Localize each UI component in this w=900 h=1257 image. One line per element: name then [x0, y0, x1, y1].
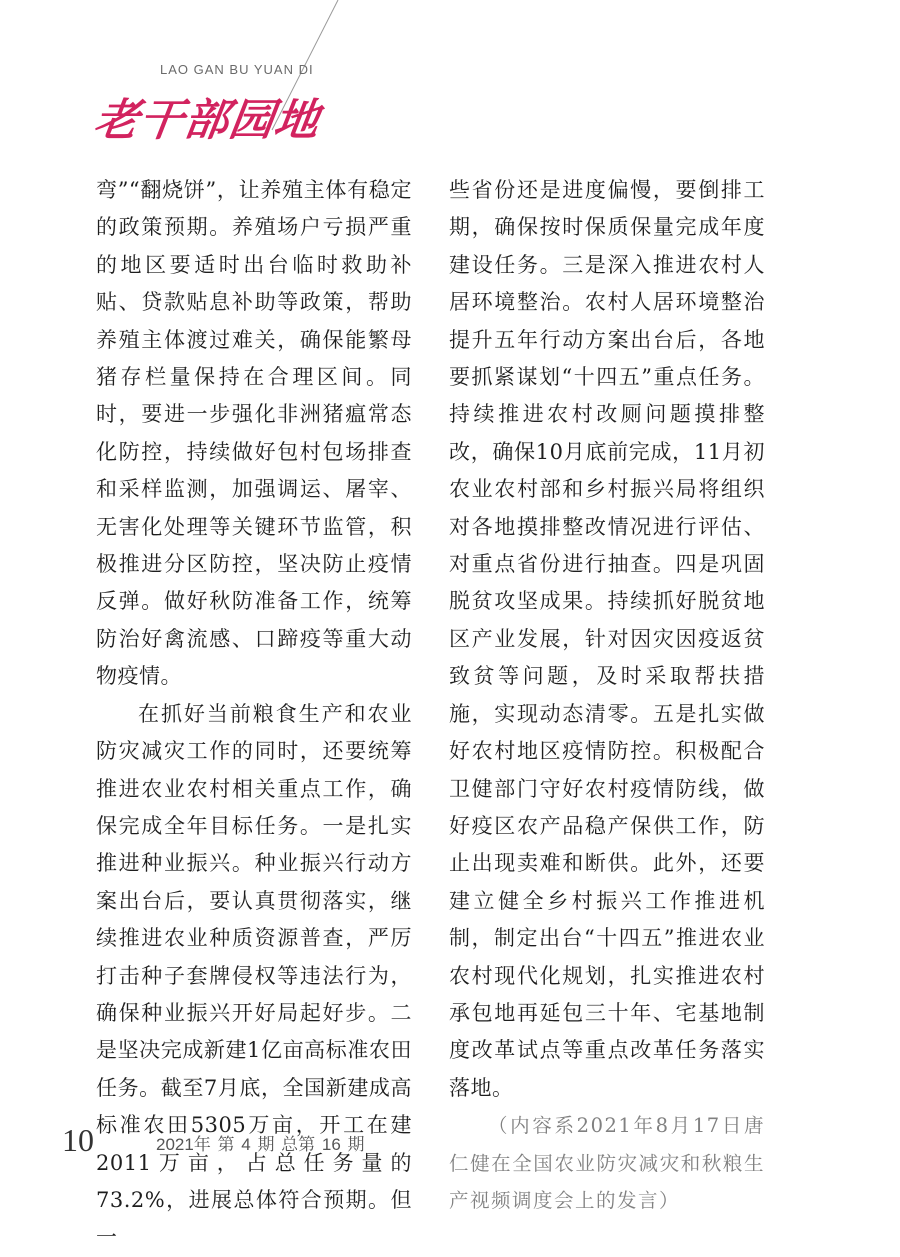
issue-info: 2021年 第 4 期 总第 16 期 [156, 1135, 365, 1154]
page-number: 10 [62, 1122, 94, 1158]
page-header [0, 0, 900, 150]
left-column [96, 172, 412, 1257]
left-paragraph-2: 在抓好当前粮食生产和农业防灾减灾工作的同时，还要统筹推进农业农村相关重点工作，确保完成全年目标任务。一是扎实推进种业振兴。种业振兴行动方案出台后，要认真贯彻落实，继续推进农业种质资源普查，严厉打击种子套牌侵权等违法行为，确保种业振兴开好局起好步。二是坚决完成新建1亿亩高标准农田任务。截至7月底，全国新建成高标准农田5305万亩，开工在建2011万亩，占总任务量的73.2%，进展总体符合预期。但一 [96, 701, 412, 1250]
magazine-section-pinyin: LAO GAN BU YUAN DI [160, 62, 314, 77]
left-paragraph-1: 弯”“翻烧饼”，让养殖主体有稳定的政策预期。养殖场户亏损严重的地区要适时出台临时救助补贴、贷款贴息补助等政策，帮助养殖主体渡过难关，确保能繁母猪存栏量保持在合理区间。同时，要进一步强化非洲猪瘟常态化防控，持续做好包村包场排查和采样监测，加强调运、屠宰、无害化处理等关键环节监管，积极推进分区防控，坚决防止疫情反弹。做好秋防准备工作，统筹防治好禽流感、口蹄疫等重大动物疫情。 [96, 178, 412, 689]
right-column [449, 172, 765, 1219]
magazine-section-logo: 老干部园地 [90, 95, 323, 146]
source-note: （内容系2021年8月17日唐仁健在全国农业防灾减灾和秋粮生产视频调度会上的发言） [449, 1114, 765, 1212]
right-paragraph-1: 些省份还是进度偏慢，要倒排工期，确保按时保质保量完成年度建设任务。三是深入推进农村人居环境整治。农村人居环境整治提升五年行动方案出台后，各地要抓紧谋划“十四五”重点任务。持续推进农村改厕问题摸排整改，确保10月底前完成，11月初农业农村部和乡村振兴局将组织对各地摸排整改情况进行评估、对重点省份进行抽查。四是巩固脱贫攻坚成果。持续抓好脱贫地区产业发展，针对因灾因疫返贫致贫等问题，及时采取帮扶措施，实现动态清零。五是扎实做好农村地区疫情防控。积极配合卫健部门守好农村疫情防线，做好疫区农产品稳产保供工作，防止出现卖难和断供。此外，还要建立健全乡村振兴工作推进机制，制定出台“十四五”推进农业农村现代化规划，扎实推进农村承包地再延包三十年、宅基地制度改革试点等重点改革任务落实落地。 [449, 178, 765, 1100]
